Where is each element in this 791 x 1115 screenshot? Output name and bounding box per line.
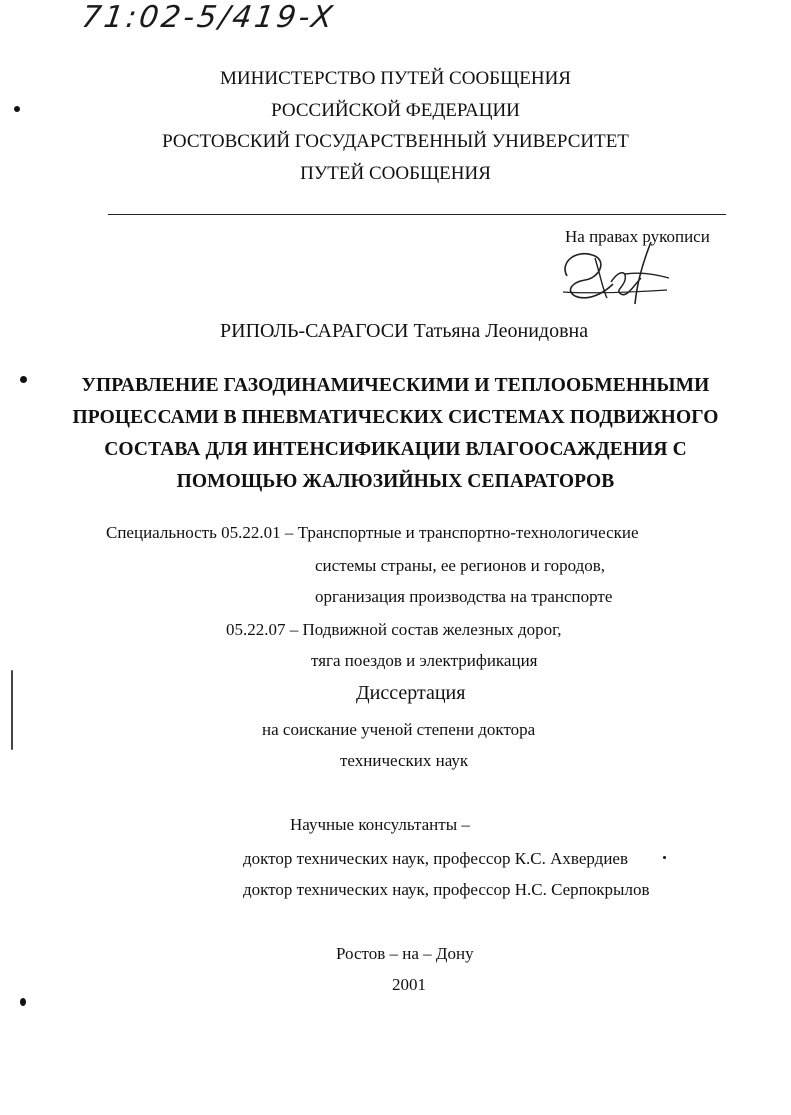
specialty-line: тяга поездов и электрификация: [311, 651, 538, 670]
degree-line: на соискание ученой степени доктора: [262, 720, 536, 739]
header-line: РОССИЙСКОЙ ФЕДЕРАЦИИ: [271, 99, 520, 121]
title-line: ПРОЦЕССАМИ В ПНЕВМАТИЧЕСКИХ СИСТЕМАХ ПОДВИЖНОГО: [72, 407, 719, 428]
scan-speck: [14, 106, 20, 112]
header-line: РОСТОВСКИЙ ГОСУДАРСТВЕННЫЙ УНИВЕРСИТЕТ: [162, 131, 629, 152]
dissertation-title: [0, 370, 791, 498]
rights-notice: На правах рукописи: [565, 227, 710, 246]
header-divider: [108, 214, 726, 215]
title-line: СОСТАВА ДЛЯ ИНТЕНСИФИКАЦИИ ВЛАГООСАЖДЕНИЯ С: [104, 439, 687, 460]
specialty-line: системы страны, ее регионов и городов,: [315, 556, 606, 575]
city: Ростов – на – Дону: [336, 944, 474, 963]
specialty-line: организация производства на транспорте: [315, 587, 613, 606]
consultant-item: доктор технических наук, профессор Н.С. Серпокрылов: [243, 880, 650, 899]
signature-image: [555, 238, 675, 308]
scan-speck: [20, 376, 27, 383]
degree-line: технических наук: [340, 751, 469, 770]
specialty-line: Специальность 05.22.01 – Транспортные и транспортно-технологические: [106, 523, 639, 542]
consultants-heading: Научные консультанты –: [290, 815, 470, 834]
specialty-line: 05.22.07 – Подвижной состав железных дорог,: [226, 620, 562, 639]
scan-speck: [20, 998, 26, 1006]
scan-speck: [663, 856, 666, 859]
title-line: ПОМОЩЬЮ ЖАЛЮЗИЙНЫХ СЕПАРАТОРОВ: [176, 471, 615, 492]
header-line: МИНИСТЕРСТВО ПУТЕЙ СООБЩЕНИЯ: [220, 68, 571, 89]
handwritten-archive-code: 71:02-5/419-X: [79, 0, 338, 35]
year: 2001: [392, 975, 426, 994]
scan-mark: [11, 670, 13, 750]
header-line: ПУТЕЙ СООБЩЕНИЯ: [300, 162, 491, 184]
ministry-header: [0, 63, 791, 189]
document-type: Диссертация: [356, 682, 466, 704]
consultant-item: доктор технических наук, профессор К.С. Ахвердиев: [243, 849, 628, 868]
author-name: РИПОЛЬ-САРАГОСИ Татьяна Леонидовна: [220, 320, 589, 342]
title-line: УПРАВЛЕНИЕ ГАЗОДИНАМИЧЕСКИМИ И ТЕПЛООБМЕННЫМИ: [81, 375, 710, 396]
